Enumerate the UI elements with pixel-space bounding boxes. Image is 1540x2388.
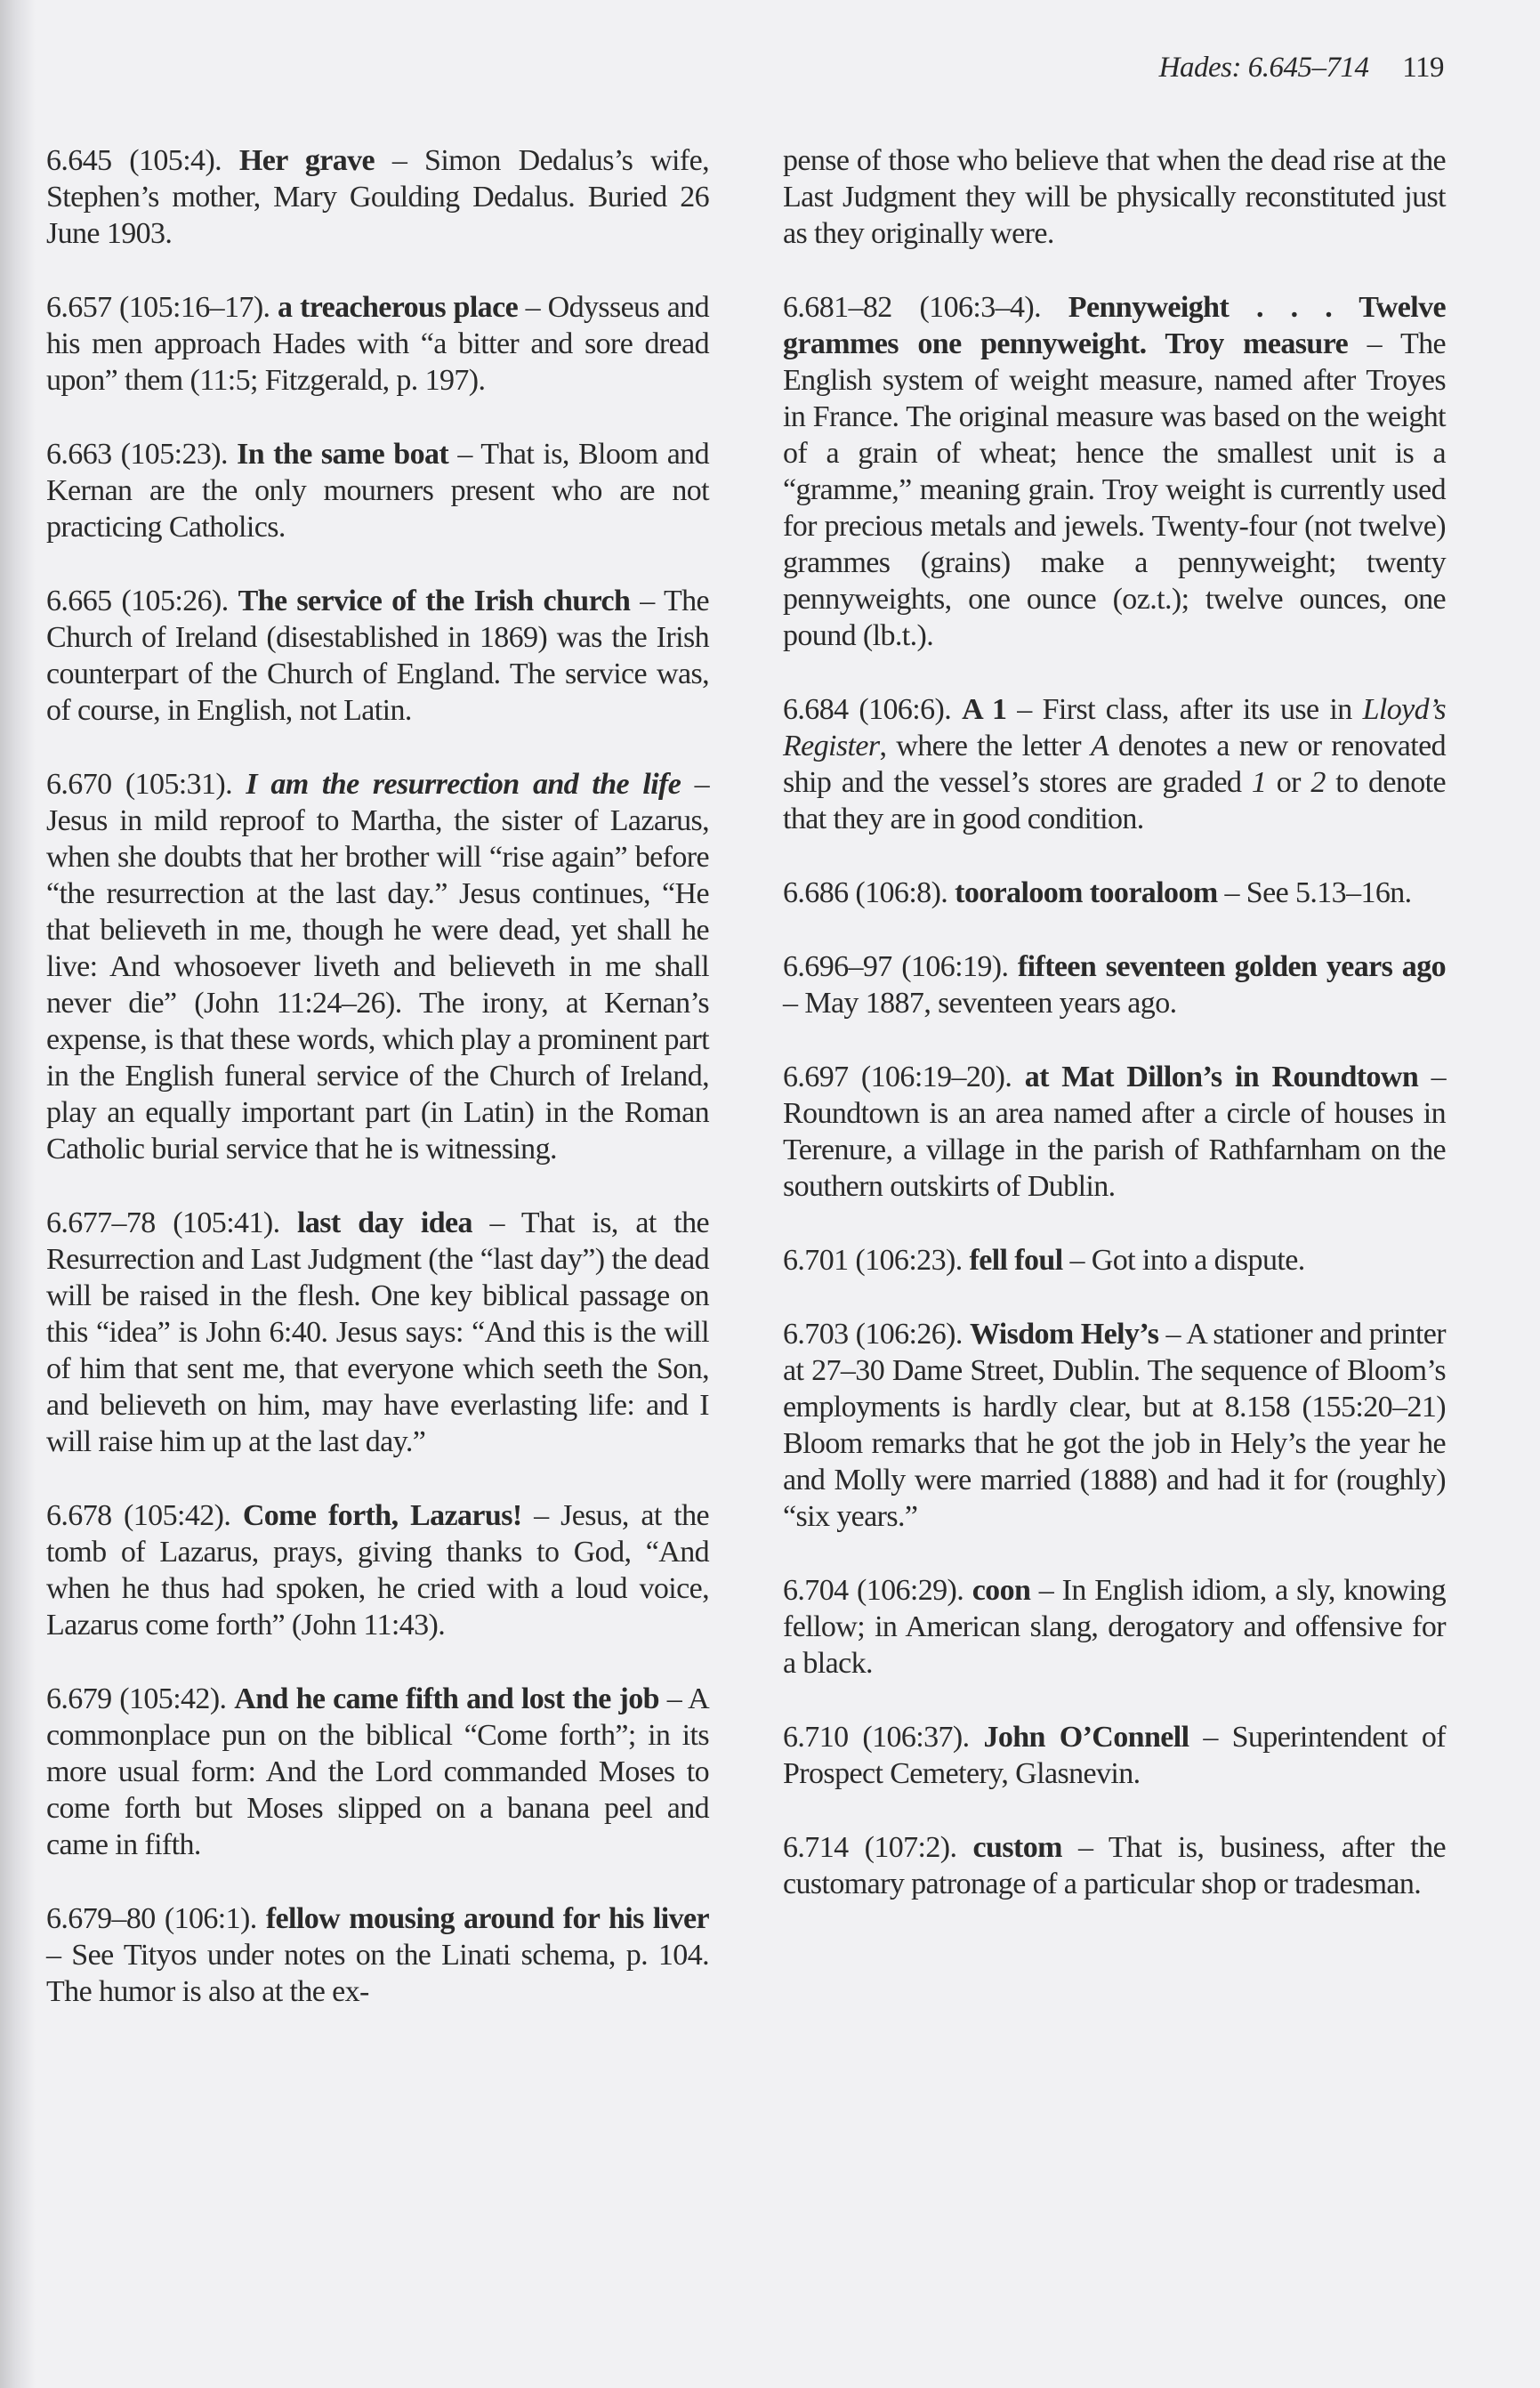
note-lemma: A 1 <box>962 693 1007 726</box>
note-gloss: May 1887, seventeen years ago. <box>804 987 1177 1020</box>
dash: – <box>448 438 481 471</box>
note-reference: 6.663 (105:23). <box>46 438 228 471</box>
page-number: 119 <box>1402 52 1444 84</box>
gloss-text: denotes a new or renovated ship and the vessel’s stores are graded <box>783 730 1446 799</box>
dash: – <box>1217 876 1246 909</box>
note-lemma: tooraloom tooraloom <box>955 876 1218 909</box>
dash: – <box>1348 327 1400 360</box>
note-lemma: I am the resurrection and the life <box>246 768 681 801</box>
left-column <box>46 142 709 2047</box>
gloss-text: First class, after its use in <box>1042 693 1363 726</box>
gloss-italic: 1 <box>1251 766 1267 799</box>
note-lemma: custom <box>972 1831 1062 1864</box>
note-reference: 6.710 (106:37). <box>783 1721 970 1754</box>
dash: – <box>1061 1831 1109 1864</box>
annotation-note <box>783 691 1446 837</box>
note-reference: 6.681–82 (106:3–4). <box>783 291 1042 324</box>
gloss-text: to denote that they are in good condition. <box>783 766 1446 835</box>
continued-text: pense of those who believe that when the dead rise at the Last Judgment they will be physically reconstituted just as they originally were. <box>783 144 1446 250</box>
note-lemma: Her grave <box>238 144 375 177</box>
annotation-note <box>46 766 709 1167</box>
note-gloss: That is, at the Resurrection and Last Judgment (the “last day”) the dead will be raised in the flesh. One key biblical passage on this “idea” is John 6:40. Jesus says: “And this is the will of him that sent me, that everyone which seeth the Son, and believeth on him, may have everlasting life: and I will raise him up at the last day.” <box>46 1206 709 1458</box>
note-gloss: The Church of Ireland (disestablished in 1869) was the Irish counterpart of the Church of England. The service was, of course, in English, not Latin. <box>46 585 709 727</box>
note-lemma: Wisdom Hely’s <box>969 1318 1159 1351</box>
dash: – <box>46 1939 72 1972</box>
dash: – <box>681 768 709 801</box>
dash: – <box>375 144 425 177</box>
note-lemma: a treacherous place <box>278 291 519 324</box>
annotation-note <box>783 1242 1446 1279</box>
note-gloss: In English idiom, a sly, knowing fellow; in American slang, derogatory and offensive for a black. <box>783 1574 1447 1680</box>
note-lemma: fifteen seventeen golden years ago <box>1017 950 1446 983</box>
annotation-note <box>783 1719 1446 1792</box>
note-reference: 6.657 (105:16–17). <box>46 291 270 324</box>
note-reference: 6.703 (106:26). <box>783 1318 963 1351</box>
annotation-note <box>46 142 709 252</box>
note-lemma: fell foul <box>969 1244 1063 1277</box>
right-column <box>783 142 1446 1940</box>
note-reference: 6.677–78 (105:41). <box>46 1206 280 1239</box>
annotation-note <box>46 289 709 399</box>
note-gloss: Simon Dedalus’s wife, Stephen’s mother, Mary Goulding Dedalus. Buried 26 June 1903. <box>46 144 710 250</box>
note-gloss: A commonplace pun on the biblical “Come forth”; in its more usual form: And the Lord commanded Moses to come forth but Moses slipped on a banana peel and came in fifth. <box>46 1682 710 1861</box>
dash: – <box>521 1499 561 1532</box>
note-lemma: at Mat Dillon’s in Roundtown <box>1024 1061 1419 1093</box>
note-gloss: See Tityos under notes on the Linati schema, p. 104. The humor is also at the ex- <box>46 1939 709 2008</box>
note-reference: 6.665 (105:26). <box>46 585 229 617</box>
dash: – <box>1006 693 1043 726</box>
annotation-note <box>46 583 709 729</box>
gloss-italic: A <box>1090 730 1109 762</box>
note-gloss: Jesus, at the tomb of Lazarus, prays, giving thanks to God, “And when he thus had spoken, he cried with a loud voice, Lazarus come forth” (John 11:43). <box>46 1499 710 1642</box>
gloss-italic: 2 <box>1310 766 1326 799</box>
dash: – <box>518 291 548 324</box>
page-gutter-shadow <box>0 0 36 2388</box>
note-reference: 6.684 (106:6). <box>783 693 952 726</box>
note-lemma: John O’Connell <box>983 1721 1189 1754</box>
note-reference: 6.697 (106:19–20). <box>783 1061 1012 1093</box>
note-lemma: Come forth, Lazarus! <box>242 1499 522 1532</box>
gloss-text: , where the letter <box>879 730 1091 762</box>
note-reference: 6.701 (106:23). <box>783 1244 963 1277</box>
dash: – <box>1418 1061 1446 1093</box>
dash: – <box>1158 1318 1187 1351</box>
note-gloss: Odysseus and his men approach Hades with “a bitter and sore dread upon” them (11:5; Fitzgerald, p. 197). <box>46 291 709 397</box>
dash: – <box>1030 1574 1062 1607</box>
note-lemma: coon <box>972 1574 1031 1607</box>
annotation-note <box>783 1316 1446 1535</box>
running-head <box>1159 52 1444 85</box>
note-gloss: Roundtown is an area named after a circle of houses in Terenure, a village in the parish of Rathfarnham on the southern outskirts of Dublin. <box>783 1097 1446 1203</box>
note-gloss: That is, business, after the customary patronage of a particular shop or tradesman. <box>783 1831 1446 1900</box>
annotation-note <box>46 1205 709 1460</box>
note-lemma: The service of the Irish church <box>238 585 631 617</box>
dash: – <box>630 585 664 617</box>
note-gloss: The English system of weight measure, named after Troyes in France. The original measure was based on the weight of a grain of wheat; hence the smallest unit is a “gramme,” meaning grain. Troy weight is currently used for precious metals and jewels. Twenty-four (not twelve) grammes (grains) make a pennyweight; twenty pennyweights, one ounce (oz.t.); twelve ounces, one pound (lb.t.). <box>783 327 1446 652</box>
gloss-text: or <box>1266 766 1311 799</box>
note-gloss: Jesus in mild reproof to Martha, the sister of Lazarus, when she doubts that her brother will “rise again” before “the resurrection at the last day.” Jesus continues, “He that believeth in me, though he were dead, yet shall he live: And whosoever liveth and believeth in me shall never die” (John 11:24–26). The irony, at Kernan’s expense, is that these words, which play a prominent part in the English funeral service of the Church of Ireland, play an equally important part (in Latin) in the Roman Catholic burial service that he is witnessing. <box>46 804 709 1166</box>
note-gloss: That is, Bloom and Kernan are the only mourners present who are not practicing Catholics. <box>46 438 709 544</box>
note-gloss: See 5.13–16n. <box>1246 876 1412 909</box>
annotation-note <box>46 1900 709 2010</box>
note-lemma: Pennyweight . . . Twelve grammes one pennyweight. Troy measure <box>783 291 1446 360</box>
note-lemma: last day idea <box>297 1206 472 1239</box>
dash: – <box>783 987 805 1020</box>
note-reference: 6.645 (105:4). <box>46 144 222 177</box>
note-reference: 6.679 (105:42). <box>46 1682 227 1715</box>
note-gloss: Got into a dispute. <box>1091 1244 1305 1277</box>
note-gloss: Superintendent of Prospect Cemetery, Glasnevin. <box>783 1721 1447 1790</box>
note-lemma: fellow mousing around for his liver <box>265 1902 709 1935</box>
annotation-note <box>46 1497 709 1643</box>
annotation-note <box>46 1681 709 1863</box>
gloss-italic: Lloyd’s Register <box>783 693 1446 762</box>
note-gloss: A stationer and printer at 27–30 Dame Street, Dublin. The sequence of Bloom’s employments is hardly clear, but at 8.158 (155:20–21) Bloom remarks that he got the job in Hely’s the year he and Molly were married (1888) and had it for (roughly) “six years.” <box>783 1318 1447 1533</box>
annotation-note <box>46 436 709 545</box>
annotation-note <box>783 1059 1446 1205</box>
running-title: Hades: 6.645–714 <box>1158 52 1369 84</box>
note-reference: 6.679–80 (106:1). <box>46 1902 257 1935</box>
annotation-note <box>783 289 1446 654</box>
note-reference: 6.696–97 (106:19). <box>783 950 1009 983</box>
dash: – <box>472 1206 521 1239</box>
annotation-note <box>783 1829 1446 1902</box>
annotation-note <box>783 875 1446 911</box>
note-reference: 6.670 (105:31). <box>46 768 233 801</box>
note-reference: 6.678 (105:42). <box>46 1499 231 1532</box>
annotation-note <box>783 948 1446 1021</box>
dash: – <box>1189 1721 1232 1754</box>
annotation-note <box>783 1572 1446 1682</box>
note-reference: 6.686 (106:8). <box>783 876 948 909</box>
note-reference: 6.704 (106:29). <box>783 1574 964 1607</box>
note-reference: 6.714 (107:2). <box>783 1831 957 1864</box>
note-lemma: And he came fifth and lost the job <box>234 1682 659 1715</box>
dash: – <box>1062 1244 1092 1277</box>
dash: – <box>659 1682 689 1715</box>
note-lemma: In the same boat <box>237 438 449 471</box>
